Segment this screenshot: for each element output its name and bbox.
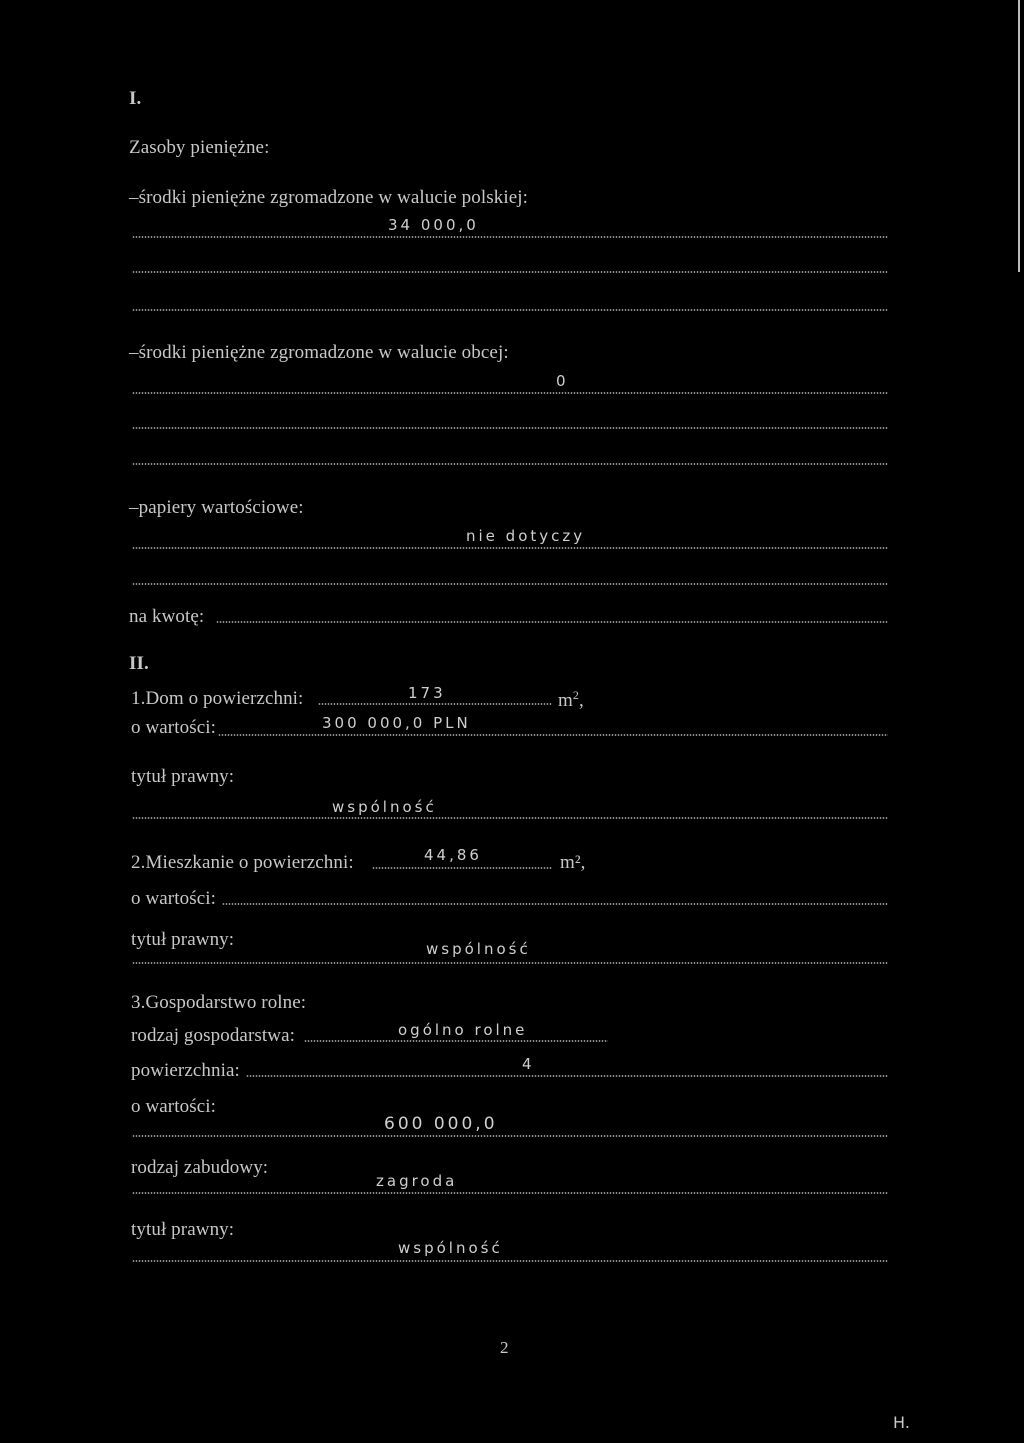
house-area-line <box>318 703 552 705</box>
securities-label: –papiery wartościowe: <box>129 497 304 518</box>
initials: H. <box>893 1413 911 1432</box>
house-label: 1.Dom o powierzchni: <box>131 688 304 709</box>
flat-value-line <box>222 903 888 905</box>
foreign-funds-line-1 <box>132 392 888 394</box>
farm-area-label: powierzchnia: <box>131 1060 240 1081</box>
foreign-funds-line-3 <box>132 463 888 465</box>
farm-value-line <box>132 1135 888 1137</box>
house-title-line <box>132 817 888 819</box>
flat-title-label: tytuł prawny: <box>131 929 235 950</box>
pln-funds-value: 34 000,0 <box>388 216 479 234</box>
pln-funds-line-2 <box>132 271 888 273</box>
page-number: 2 <box>500 1338 509 1357</box>
assets-title: Zasoby pieniężne: <box>129 137 270 158</box>
section-1-heading: I. <box>129 88 142 109</box>
farm-value: 600 000,0 <box>384 1114 498 1134</box>
house-value-line <box>218 734 888 736</box>
farm-title-line <box>132 1260 888 1262</box>
farm-label: 3.Gospodarstwo rolne: <box>131 992 307 1013</box>
flat-area-value: 44,86 <box>424 846 482 864</box>
farm-buildings-value: zagroda <box>376 1172 458 1190</box>
farm-buildings-line <box>132 1192 888 1194</box>
flat-area-unit: m², <box>560 852 586 873</box>
foreign-funds-line-2 <box>132 427 888 429</box>
farm-buildings-label: rodzaj zabudowy: <box>131 1157 269 1178</box>
securities-line-2 <box>132 583 888 585</box>
flat-title-line <box>132 962 888 964</box>
house-area-value: 173 <box>408 684 446 702</box>
farm-type-label: rodzaj gospodarstwa: <box>131 1025 295 1046</box>
house-value-label: o wartości: <box>131 717 216 738</box>
house-title-label: tytuł prawny: <box>131 766 235 787</box>
amount-line <box>216 621 888 623</box>
securities-line-1 <box>132 547 888 549</box>
amount-label: na kwotę: <box>129 606 205 627</box>
house-value: 300 000,0 PLN <box>322 714 471 732</box>
pln-funds-label: –środki pieniężne zgromadzone w walucie polskiej: <box>129 187 529 208</box>
section-2-heading: II. <box>129 653 149 674</box>
house-area-unit: $m^2$, <box>558 688 584 711</box>
farm-area-value: 4 <box>522 1055 535 1073</box>
pln-funds-line-3 <box>132 309 888 311</box>
foreign-funds-value: 0 <box>556 372 569 390</box>
farm-area-line <box>246 1075 888 1077</box>
farm-title-label: tytuł prawny: <box>131 1219 235 1240</box>
flat-value-label: o wartości: <box>131 888 216 909</box>
farm-type-value: ogólno rolne <box>398 1021 528 1039</box>
farm-title-value: wspólność <box>398 1239 503 1257</box>
flat-title-value: wspólność <box>426 940 531 958</box>
pln-funds-line-1 <box>132 236 888 238</box>
flat-area-line <box>372 867 552 869</box>
scan-edge <box>1018 0 1020 272</box>
house-title-value: wspólność <box>332 798 437 816</box>
foreign-funds-label: –środki pieniężne zgromadzone w walucie obcej: <box>129 342 509 363</box>
farm-value-label: o wartości: <box>131 1096 216 1117</box>
flat-label: 2.Mieszkanie o powierzchni: <box>131 852 354 873</box>
securities-value: nie dotyczy <box>466 527 586 545</box>
farm-type-line <box>304 1040 608 1042</box>
